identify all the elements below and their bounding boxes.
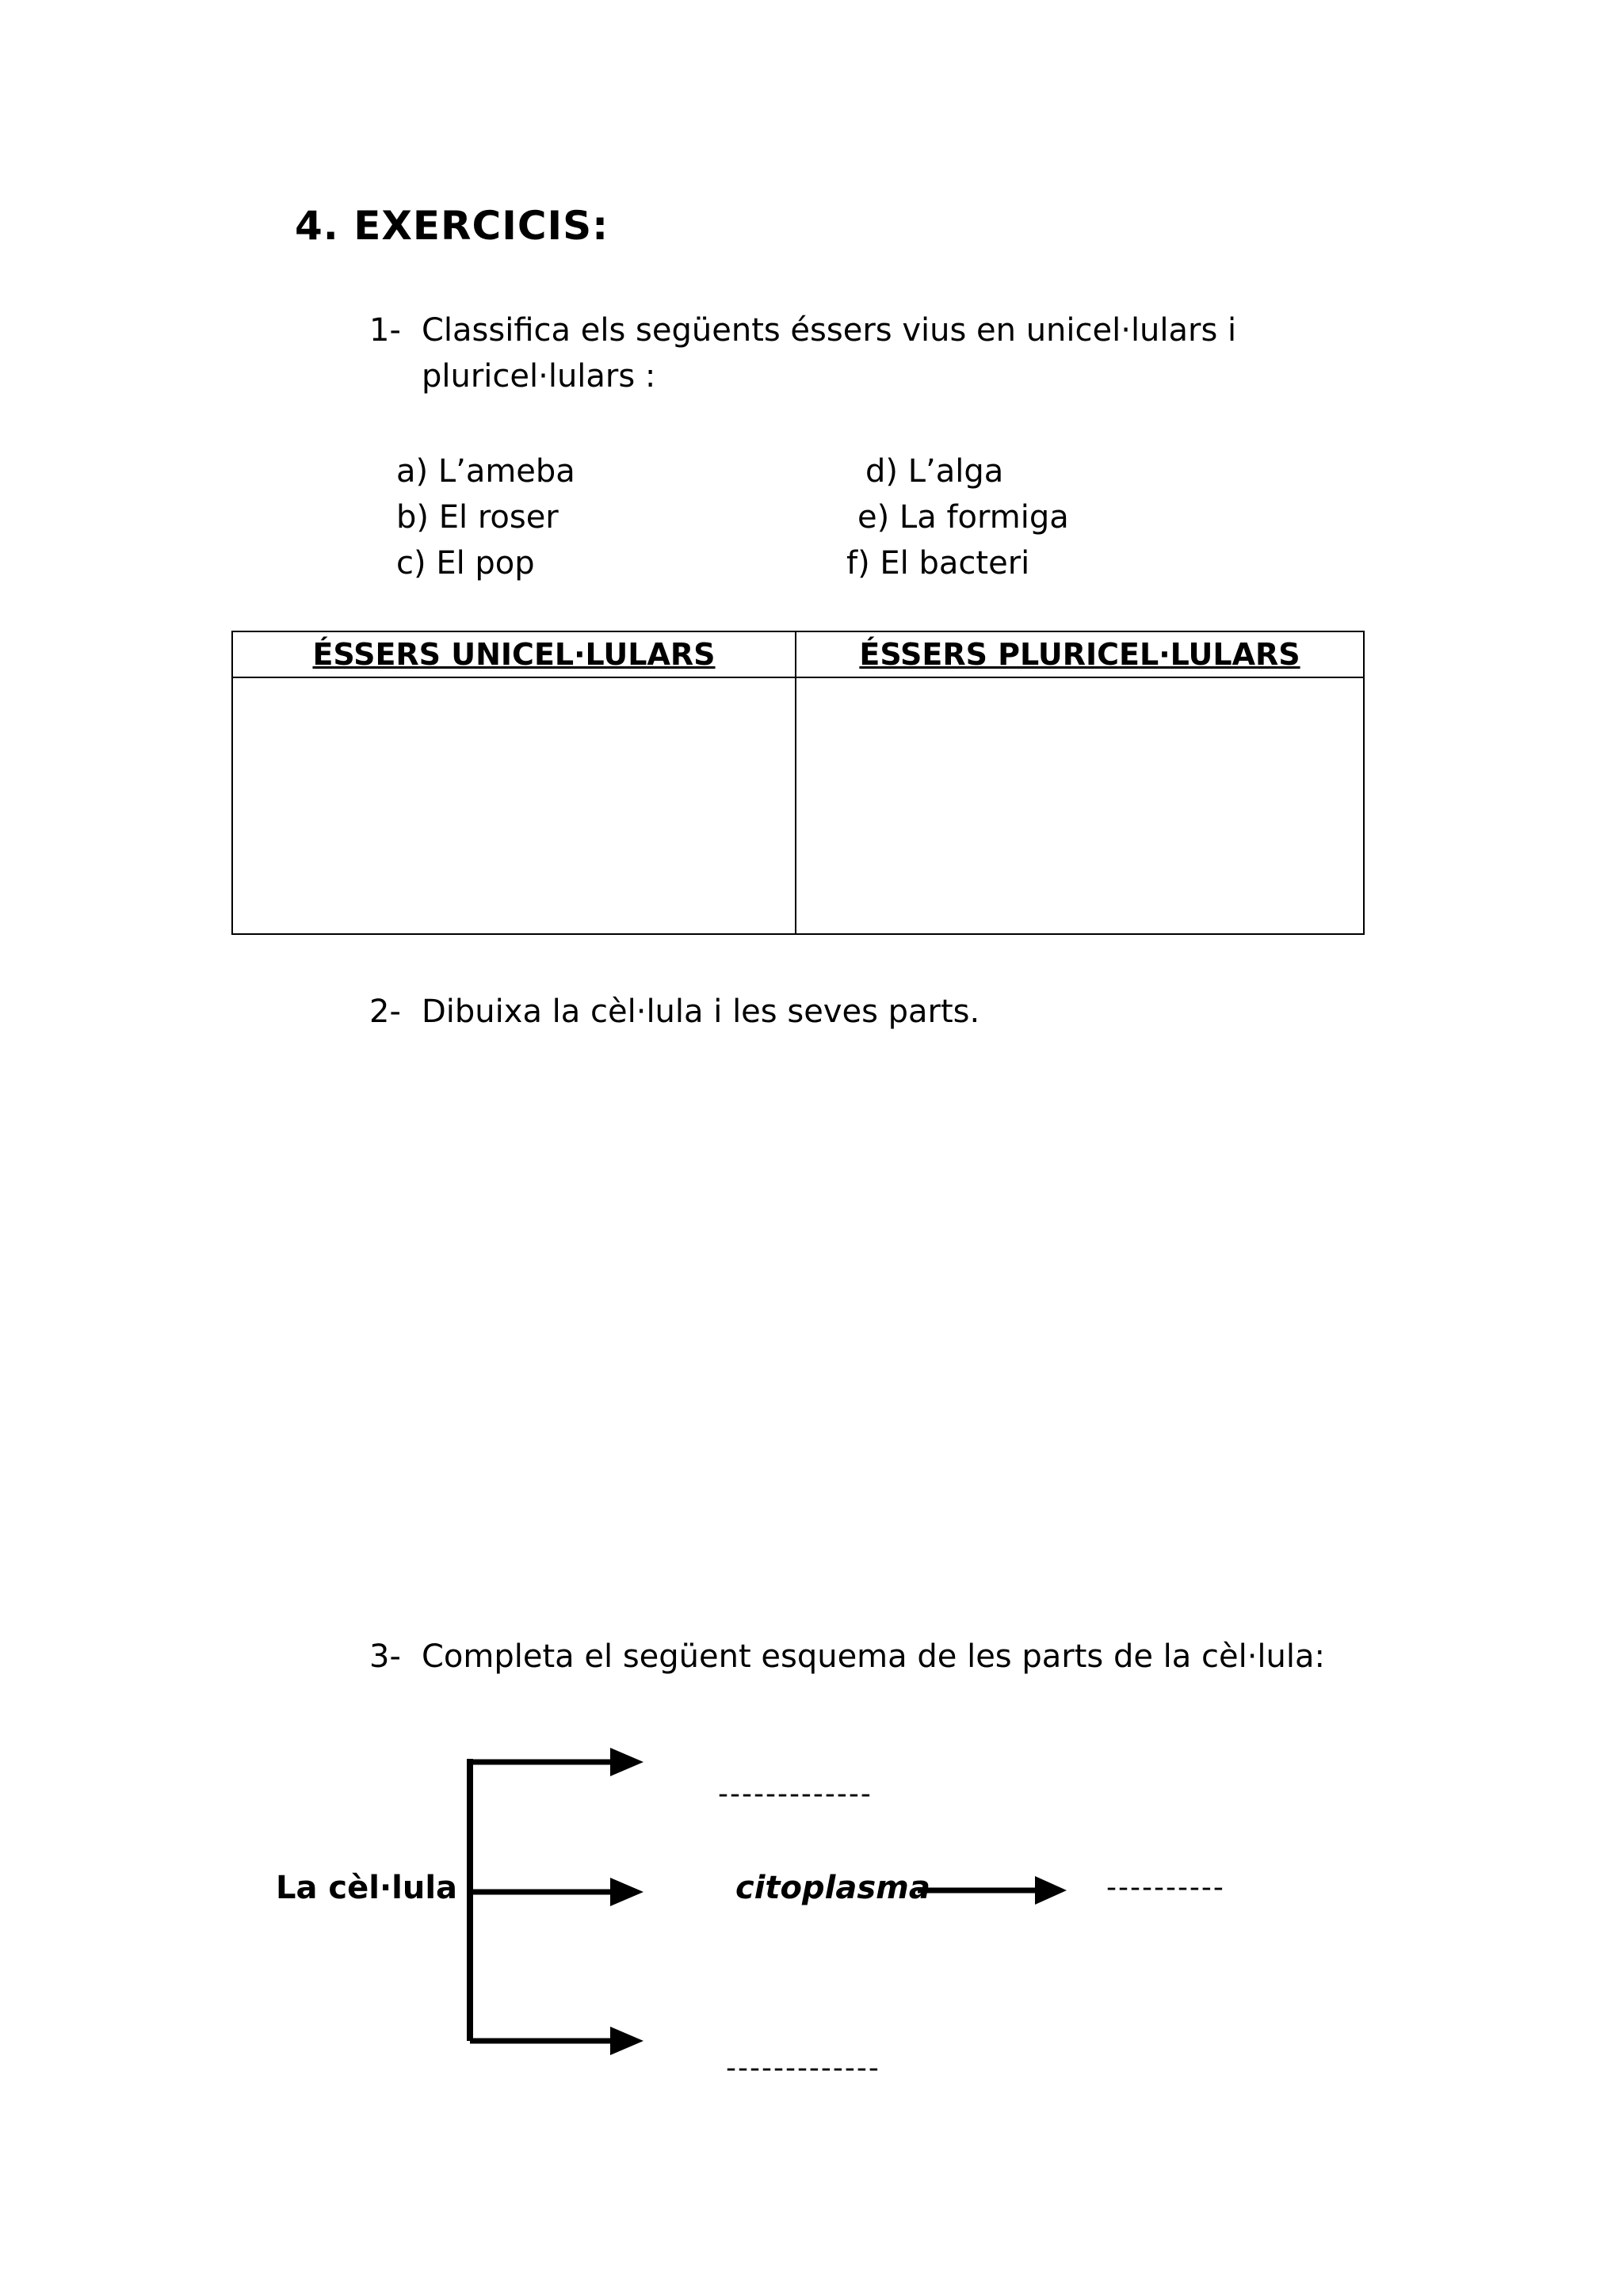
arrow-citoplasma-head: [1035, 1876, 1067, 1905]
exercise-3-number: 3-: [369, 1638, 401, 1675]
list-item-b: b) El roser: [396, 499, 559, 536]
blank-bottom[interactable]: -------------: [726, 2052, 880, 2084]
exercise-1-line-1: Classifica els següents éssers vius en unicel·lulars i: [422, 312, 1237, 349]
exercise-2-number: 2-: [369, 994, 401, 1030]
blank-top[interactable]: -------------: [718, 1778, 873, 1810]
arrow-bottom-head: [610, 2027, 643, 2055]
exercise-2-text: Dibuixa la cèl·lula i les seves parts.: [422, 994, 980, 1030]
exercise-1-line-2: pluricel·lulars :: [422, 358, 656, 395]
list-item-f: f) El bacteri: [846, 545, 1030, 582]
page-heading: 4. EXERCICIS:: [295, 203, 609, 249]
diagram-root-label: La cèl·lula: [276, 1870, 458, 1906]
exercise-1-number: 1-: [369, 312, 401, 349]
blank-right[interactable]: ----------: [1106, 1871, 1225, 1904]
exercise-3-text: Completa el següent esquema de les parts de la cèl·lula:: [422, 1638, 1325, 1675]
diagram-citoplasma-label: citoplasma: [735, 1870, 930, 1906]
list-item-c: c) El pop: [396, 545, 535, 582]
list-item-a: a) L’ameba: [396, 453, 575, 490]
list-item-d: d) L’alga: [865, 453, 1004, 490]
table-header-unicellular: ÉSSERS UNICEL·LULARS: [312, 637, 716, 672]
list-item-e: e) La formiga: [857, 499, 1069, 536]
table-header-multicellular: ÉSSERS PLURICEL·LULARS: [859, 637, 1300, 672]
arrow-top-head: [610, 1748, 643, 1776]
arrow-middle-head: [610, 1878, 643, 1906]
